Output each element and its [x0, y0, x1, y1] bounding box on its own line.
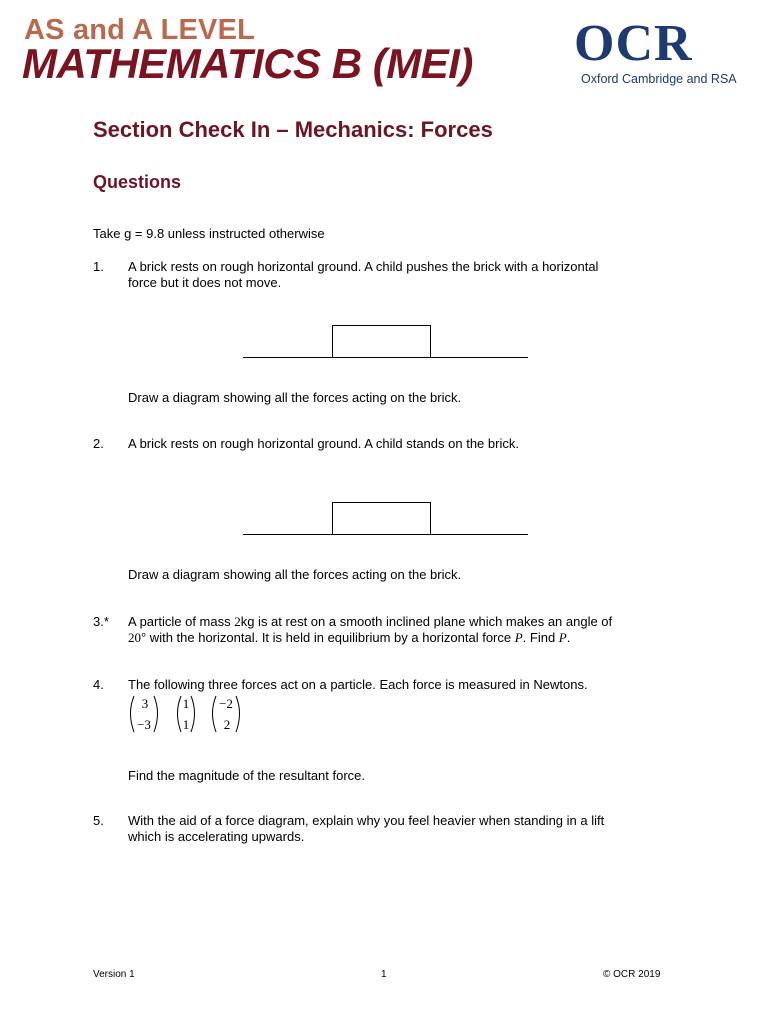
question-4-number: 4.: [93, 677, 104, 692]
question-3-text-a: A particle of mass: [128, 614, 235, 629]
question-2-text: A brick rests on rough horizontal ground. A child stands on the brick.: [128, 436, 519, 451]
vector-3-top: −2: [219, 696, 233, 711]
question-5-text: [128, 813, 673, 845]
question-5-line-2: which is accelerating upwards.: [128, 829, 305, 844]
mass-value: 2: [234, 614, 241, 629]
question-2-number: 2.: [93, 436, 104, 451]
brick-shape: [332, 325, 431, 358]
question-4-follow-up: Find the magnitude of the resultant force.: [128, 768, 366, 783]
force-vectors: [124, 692, 254, 736]
vector-2-top: 1: [182, 696, 190, 711]
vector-2-bottom: 1: [182, 717, 190, 732]
footer-page-number: 1: [381, 969, 387, 980]
footer-version: Version 1: [93, 969, 135, 980]
question-5-line-1: With the aid of a force diagram, explain why you feel heavier when standing in a lift: [128, 813, 605, 828]
force-vector-3: [213, 696, 240, 732]
question-3-text-e: .: [566, 630, 571, 645]
force-vector-2: [178, 696, 195, 732]
question-3-number: 3.*: [93, 614, 109, 629]
question-5-number: 5.: [93, 813, 104, 828]
vector-1-bottom: −3: [137, 717, 151, 732]
ocr-logo: OCR: [574, 15, 693, 72]
question-3-text: [128, 614, 673, 646]
question-1-line-2: force but it does not move.: [128, 275, 282, 290]
question-3-text-d: . Find: [522, 630, 559, 645]
question-3-text-b: kg is at rest on a smooth inclined plane which makes an angle of: [240, 614, 613, 629]
section-subtitle: Questions: [93, 172, 182, 192]
vector-3-bottom: 2: [223, 717, 231, 732]
question-3-text-c: ° with the horizontal. It is held in equilibrium by a horizontal force: [141, 630, 515, 645]
force-p-variable: P: [558, 630, 567, 645]
header-top-line: AS and A LEVEL: [24, 14, 256, 46]
question-4-text: The following three forces act on a particle. Each force is measured in Newtons.: [128, 677, 588, 692]
question-1-follow-up: Draw a diagram showing all the forces acting on the brick.: [128, 390, 462, 405]
header-main-title: MATHEMATICS B (MEI): [22, 40, 473, 87]
ocr-logo-subtitle: Oxford Cambridge and RSA: [581, 72, 737, 86]
question-3-line-2: [128, 630, 673, 646]
force-vector-1: [131, 696, 158, 732]
question-1-text: [128, 259, 673, 291]
question-2-follow-up: Draw a diagram showing all the forces acting on the brick.: [128, 567, 462, 582]
brick-shape: [332, 502, 431, 535]
footer-copyright: © OCR 2019: [603, 969, 661, 980]
angle-value: 20: [128, 630, 141, 645]
instruction-text: Take g = 9.8 unless instructed otherwise: [93, 226, 325, 241]
question-1-number: 1.: [93, 259, 104, 274]
vector-1-top: 3: [141, 696, 149, 711]
question-3-line-1: [128, 614, 673, 630]
page-title: Section Check In – Mechanics: Forces: [93, 117, 493, 142]
force-p-variable: P: [514, 630, 523, 645]
question-1-line-1: A brick rests on rough horizontal ground. A child pushes the brick with a horizontal: [128, 259, 599, 274]
